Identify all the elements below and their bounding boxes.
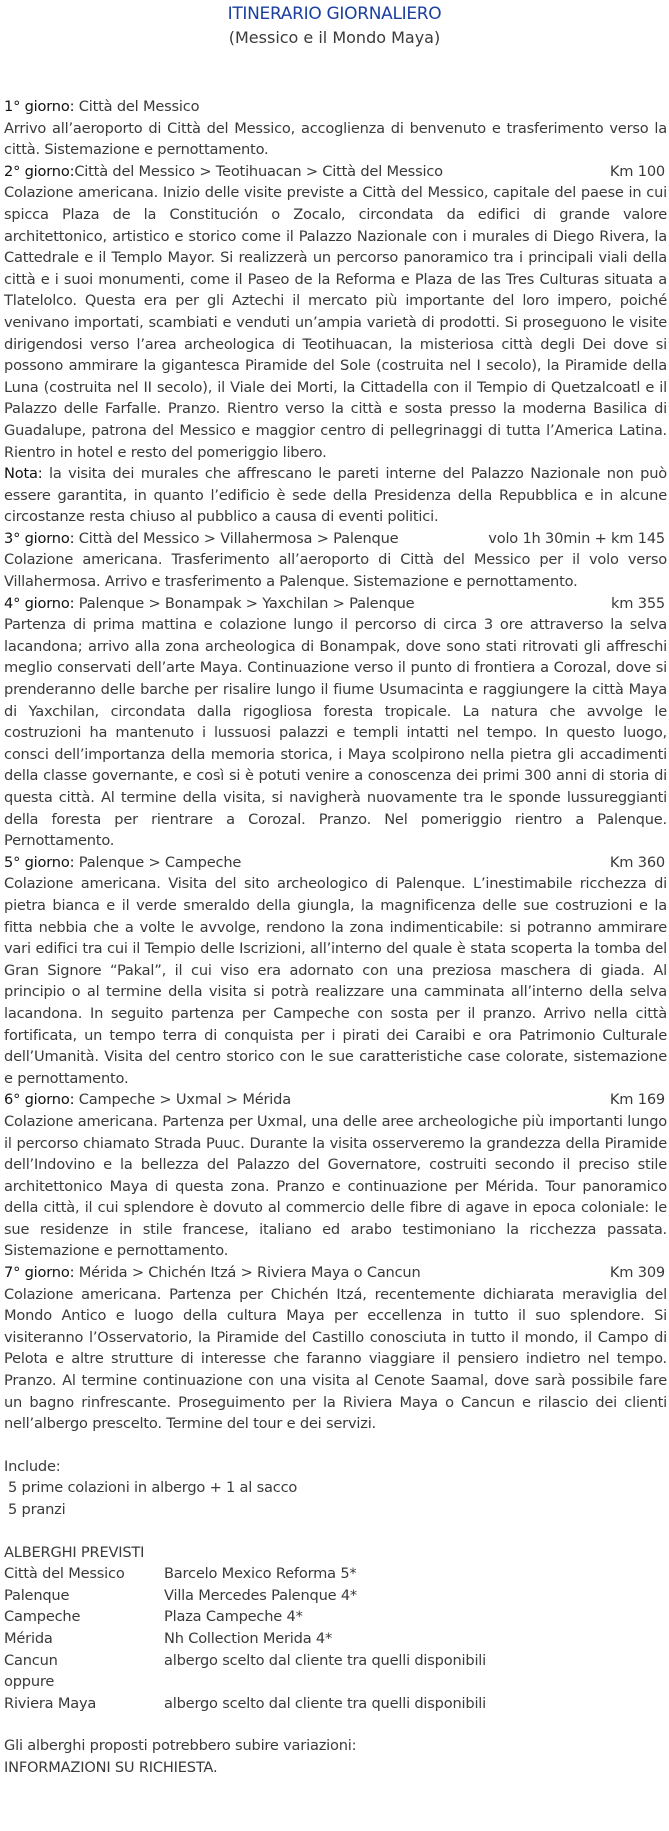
hotel-row [4,1606,667,1628]
day-description: Colazione americana. Visita del sito archeologico di Palenque. L’inestimabile ricchezza di pietra bianca e il verde smeraldo della giungla, la magnificenza delle sue costruzioni e la fitta nebbia che a volte le avvolge, rendono la zona indimenticabile: si potranno ammirare vari edifici tra cui il Tempio delle Iscrizioni, all’interno del quale è stata scoperta la tomba del Gran Signore “Pakal”, il cui viso era adornato con una preziosa maschera di giada. Al principio o al termine della visita si potrà realizzare una camminata all’interno della selva lacandona. In seguito partenza per Campeche con sosta per il pranzo. Arrivo nella città fortificata, un tempo terra di conquista per i pirati dei Caraibi e ora Patrimonio Culturale dell’Umanità. Visita del centro storico con le sue caratteristiche case colorate, sistemazione e pernottamento. [4,875,667,1087]
day-label: 1° giorno: [4,98,75,115]
day-2-heading [4,161,667,183]
includes-item: 5 pranzi [8,1501,66,1518]
day-1 [4,96,667,161]
day-label: 4° giorno: [4,594,75,612]
day-description: Arrivo all’aeroporto di Città del Messico, accoglienza di benvenuto e trasferimento verso la città. Sistemazione e pernottamento. [4,119,667,159]
page-subtitle: (Messico e il Mondo Maya) [228,28,441,47]
day-distance: Km 360 [609,853,665,871]
hotel-name: Barcelo Mexico Reforma 5* [164,1565,357,1583]
footer-note [4,1735,667,1778]
includes-heading: Include: [4,1457,61,1475]
day-description: Colazione americana. Partenza per Uxmal, una delle aree archeologiche più importanti lungo il percorso chiamato Strada Puuc. Durante la visita osserveremo la grandezza della Piramide dell’Indovino e la bellezza del Palazzo del Governatore, costruiti secondo il preciso stile architettonico Maya di questa zona. Pranzo e continuazione per Mérida. Tour panoramico della città, il cui splendore è dovuto al commercio delle fibre di agave in epoca coloniale: le sue residenze in stile francese, italiano ed arabo testimoniano la ricchezza passata. Sistemazione e pernottamento. [4,1112,667,1260]
day-6 [4,1089,667,1262]
day-1-heading [4,96,667,118]
day-route: Mérida > Chichén Itzá > Riviera Maya o Cancun [74,1264,421,1282]
day-distance: Km 309 [609,1264,665,1282]
hotel-name: albergo scelto dal cliente tra quelli disponibili [164,1651,487,1669]
day-description: Colazione americana. Inizio delle visite previste a Città del Messico, capitale del paese in cui spicca Plaza de la Constitución o Zocalo, circondata da edifici di grande valore architettonico, artistico e storico come il Palazzo Nazionale con i murales di Diego Rivera, la Cattedrale e il Templo Mayor. Si realizzerà un percorso panoramico tra i principali viali della città e i suoi monumenti, come il Paseo de la Reforma e Plaza de las Tres Culturas situata a Tlatelolco. Questa era per gli Aztechi il mercato più importante del loro impero, poiché venivano importati, scambiati e venduti un’ampia varietà di prodotti. Si proseguono le visite dirigendosi verso l’area archeologica di Teotihuacan, la misteriosa città degli Dei dove si possono ammirare la gigantesca Piramide del Sole (costruita nel I secolo), la Piramide della Luna (costruita nel II secolo), il Viale dei Morti, la Cittadella con il Tempio di Quetzalcoatl e il Palazzo delle Farfalle. Pranzo. Rientro verso la città e sosta presso la moderna Basilica di Guadalupe, patrona del Messico e maggior centro di pellegrinaggi di tutta l’America Latina. Rientro in hotel e resto del pomeriggio libero. [4,184,667,461]
day-route: Città del Messico [74,98,200,115]
day-3-heading [4,528,667,550]
day-5-heading [4,852,667,874]
hotel-city: Palenque [4,1586,70,1604]
day-label: 6° giorno: [4,1091,75,1109]
day-route: Campeche > Uxmal > Mérida [74,1091,291,1109]
day-7-heading [4,1262,667,1284]
footer-line: INFORMAZIONI SU RICHIESTA. [4,1758,218,1776]
hotel-city: Riviera Maya [4,1694,97,1712]
day-distance: volo 1h 30min + km 145 [488,529,665,547]
page-title: ITINERARIO GIORNALIERO [227,4,442,24]
day-label: 5° giorno: [4,853,75,871]
includes-item: 5 prime colazioni in albergo + 1 al sacco [8,1479,298,1497]
hotel-name: Nh Collection Merida 4* [164,1629,333,1647]
hotels-heading: ALBERGHI PREVISTI [4,1543,145,1561]
hotel-city: Cancun [4,1651,58,1669]
day-route: Palenque > Bonampak > Yaxchilan > Palenque [74,594,415,612]
day-route: Palenque > Campeche [74,853,242,871]
hotel-name: albergo scelto dal cliente tra quelli disponibili [164,1694,487,1712]
day-5 [4,852,667,1090]
itinerary-content [4,96,667,1779]
day-7 [4,1262,667,1435]
hotels-section [4,1542,667,1715]
note-label: Nota: [4,465,43,483]
spacer [4,1521,667,1542]
footer-line: Gli alberghi proposti potrebbero subire variazioni: [4,1737,357,1755]
spacer [4,1714,667,1735]
day-4-heading [4,593,667,615]
note-paragraph [4,463,667,528]
hotel-row [4,1693,667,1715]
day-description: Colazione americana. Partenza per Chichén Itzá, recentemente dichiarata meraviglia del Mondo Antico e luogo della cultura Maya per eccellenza in tutto il suo splendore. Si visiteranno l’Osservatorio, la Piramide del Castillo conosciuta in tutto il mondo, il Campo di Pelota e altre strutture di interesse che faranno viaggiare il pensiero indietro nel tempo. Pranzo. Al termine continuazione con una visita al Cenote Saamal, dove sarà possibile fare un bagno rinfrescante. Proseguimento per la Riviera Maya o Cancun e rilascio dei clienti nell’albergo prescelto. Termine del tour e dei servizi. [4,1285,667,1433]
day-distance: Km 100 [609,162,665,180]
page-header [0,0,669,50]
hotel-name: Plaza Campeche 4* [164,1608,303,1626]
day-6-heading [4,1089,667,1111]
note-text: la visita dei murales che affrescano le pareti interne del Palazzo Nazionale non può essere garantita, in quanto l’edificio è sede della Presidenza della Repubblica e in alcune circostanze resta chiuso al pubblico a causa di eventi politici. [4,465,667,526]
day-description: Partenza di prima mattina e colazione lungo il percorso di circa 3 ore attraverso la selva lacandona; arrivo alla zona archeologica di Bonampak, dove sono stati ritrovati gli affreschi meglio conservati dell’arte Maya. Continuazione verso il punto di frontiera a Corozal, dove si prenderanno delle barche per risalire lungo il fiume Usumacinta e raggiungere la città Maya di Yaxchilan, circondata dalla rigogliosa foresta tropicale. La natura che avvolge le costruzioni ha mantenuto i lussuosi palazzi e templi intatti nel tempo. In questo luogo, consci dell’importanza della memoria storica, i Maya scolpirono nella pietra gli accadimenti della classe governante, e così si è potuti venire a conoscenza dei primi 300 anni di storia di questa città. Al termine della visita, si navigherà nuovamente tra le sponde lussureggianti della foresta per rientrare a Corozal. Pranzo. Nel pomeriggio rientro a Palenque. Pernottamento. [4,616,667,850]
hotel-city: oppure [4,1673,55,1691]
day-4 [4,593,667,852]
spacer [4,1435,667,1456]
day-distance: Km 169 [609,1091,665,1109]
day-label: 3° giorno: [4,529,75,547]
hotel-city: Città del Messico [4,1565,125,1583]
hotel-city: Mérida [4,1629,53,1647]
hotel-name: Villa Mercedes Palenque 4* [164,1586,358,1604]
day-description: Colazione americana. Trasferimento all’aeroporto di Città del Messico per il volo verso Villahermosa. Arrivo e trasferimento a Palenque. Sistemazione e pernottamento. [4,551,667,591]
day-3 [4,528,667,593]
day-route: Città del Messico > Teotihuacan > Città del Messico [74,162,443,180]
day-label: 2° giorno: [4,162,75,180]
day-label: 7° giorno: [4,1264,75,1282]
hotel-row [4,1628,667,1650]
day-distance [665,96,667,118]
hotel-row [4,1585,667,1607]
hotel-city: Campeche [4,1608,81,1626]
hotel-row [4,1671,667,1693]
day-2 [4,161,667,463]
hotel-row [4,1563,667,1585]
includes-section [4,1456,667,1521]
hotel-row [4,1650,667,1672]
day-route: Città del Messico > Villahermosa > Palenque [74,529,399,547]
day-distance: km 355 [611,594,665,612]
